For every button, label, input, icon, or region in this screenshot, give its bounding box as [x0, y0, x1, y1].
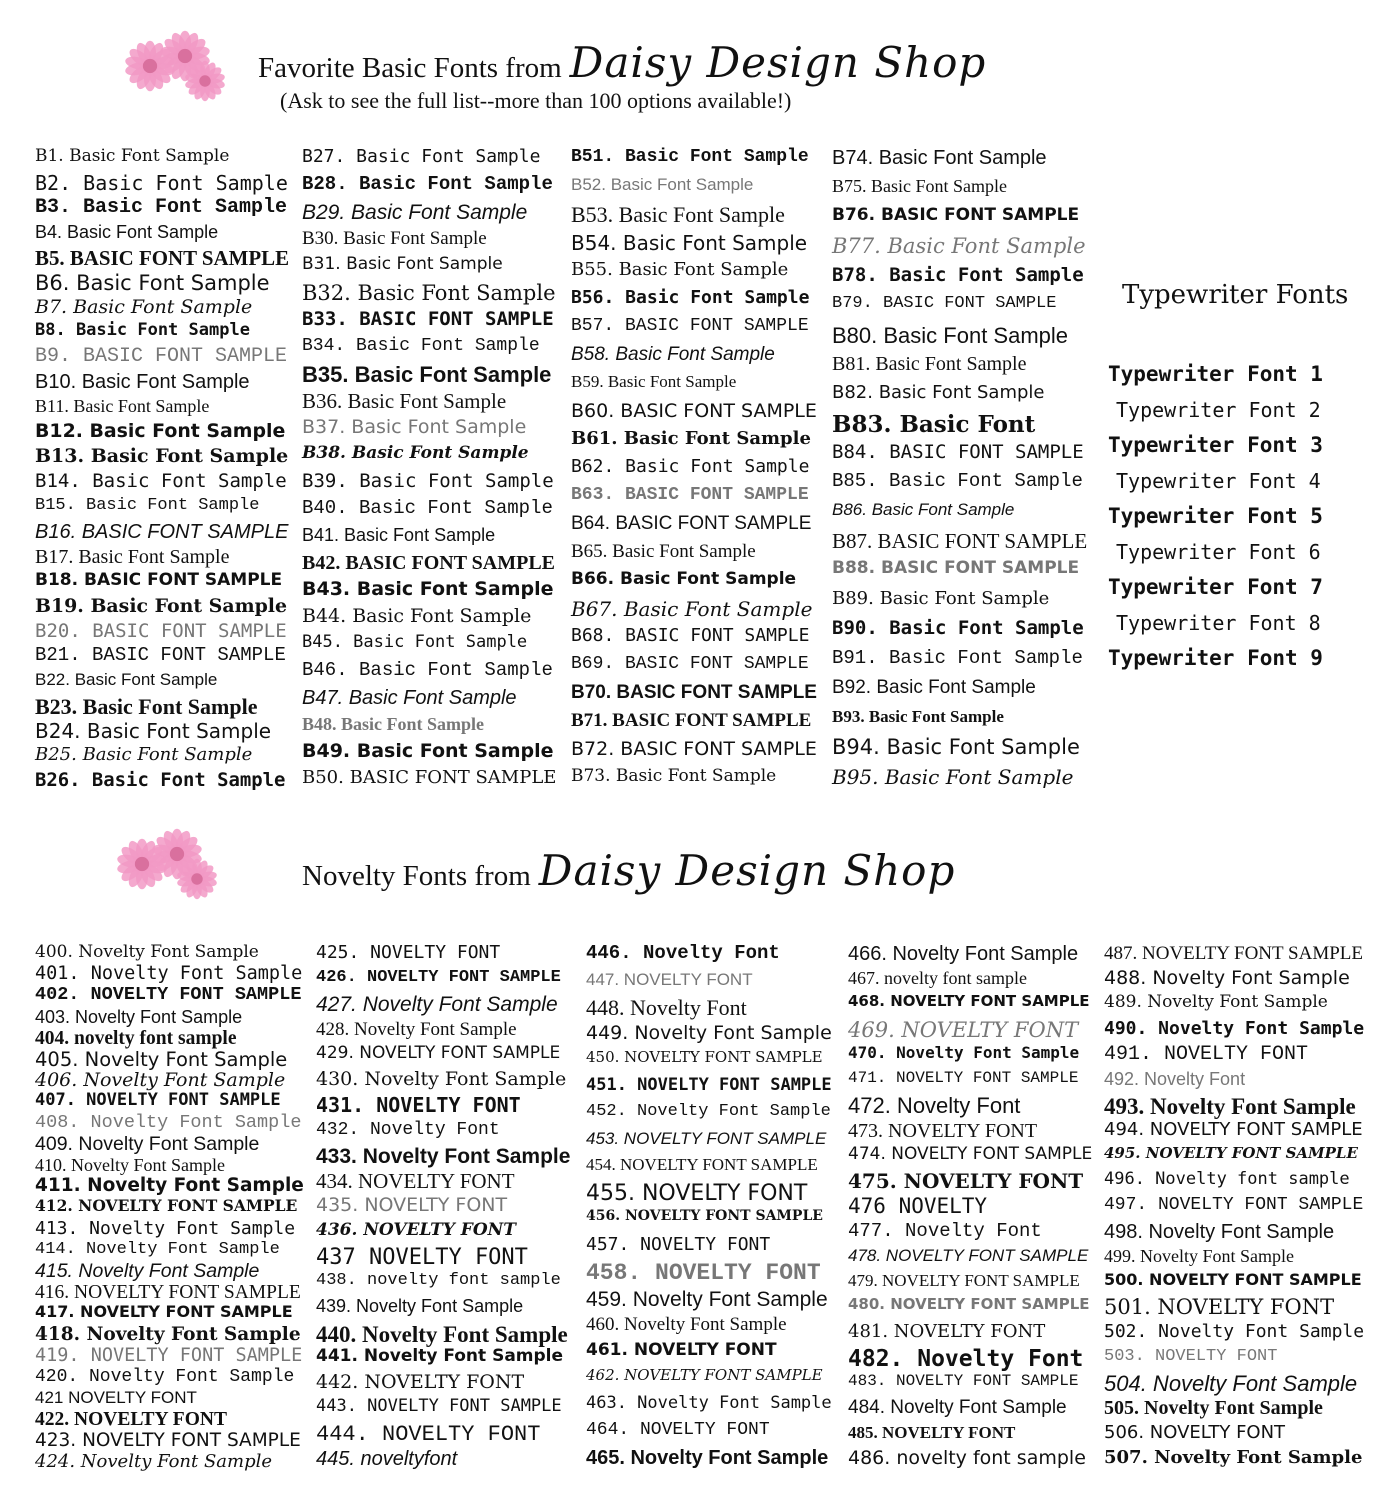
font-sample-item: B40. Basic Font Sample: [302, 497, 553, 519]
font-sample-item: 487. NOVELTY FONT SAMPLE: [1104, 943, 1363, 964]
font-sample-item: 437 NOVELTY FONT: [316, 1244, 528, 1270]
font-sample-item: B57. BASIC FONT SAMPLE: [571, 316, 809, 337]
font-sample-item: B61. Basic Font Sample: [571, 427, 811, 449]
typewriter-font-item: Typewriter Font 8: [1116, 610, 1321, 635]
font-sample-item: B59. Basic Font Sample: [571, 372, 737, 392]
font-sample-item: B91. Basic Font Sample: [832, 646, 1083, 669]
font-sample-item: 459. Novelty Font Sample: [586, 1287, 828, 1311]
font-sample-item: 453. NOVELTY FONT SAMPLE: [586, 1128, 827, 1148]
font-sample-item: 465. Novelty Font Sample: [586, 1446, 829, 1469]
basic-title-text: Favorite Basic Fonts from: [258, 52, 562, 84]
font-sample-item: B2. Basic Font Sample: [35, 170, 288, 195]
font-sample-item: B13. Basic Font Sample: [35, 445, 289, 468]
font-sample-item: 493. Novelty Font Sample: [1104, 1094, 1356, 1120]
font-sample-item: 505. Novelty Font Sample: [1104, 1397, 1323, 1420]
basic-subtitle: (Ask to see the full list--more than 100 options available!): [280, 88, 792, 113]
font-sample-item: 420. Novelty Font Sample: [35, 1367, 295, 1387]
font-sample-item: B44. Basic Font Sample: [302, 605, 532, 627]
font-sample-item: 424. Novelty Font Sample: [35, 1450, 273, 1472]
font-sample-item: B38. Basic Font Sample: [302, 443, 529, 463]
font-sample-item: B80. Basic Font Sample: [832, 322, 1069, 348]
font-sample-item: B14. Basic Font Sample: [35, 470, 287, 492]
font-sample-item: 443. NOVELTY FONT SAMPLE: [316, 1396, 562, 1417]
font-sample-item: B11. Basic Font Sample: [35, 396, 210, 417]
font-sample-item: B81. Basic Font Sample: [832, 353, 1027, 376]
font-sample-item: B56. Basic Font Sample: [571, 286, 810, 308]
novelty-title-text: Novelty Fonts from: [302, 860, 531, 892]
font-sample-item: B26. Basic Font Sample: [35, 769, 286, 792]
daisy-flower-icon: [120, 26, 240, 116]
font-sample-item: 494. NOVELTY FONT SAMPLE: [1104, 1118, 1363, 1140]
font-sample-item: B24. Basic Font Sample: [35, 719, 272, 744]
font-sample-item: B83. Basic Font: [832, 411, 1036, 439]
font-sample-item: B29. Basic Font Sample: [302, 201, 528, 224]
font-sample-item: 495. NOVELTY FONT SAMPLE: [1104, 1143, 1358, 1162]
font-sample-item: 434. NOVELTY FONT: [316, 1169, 515, 1194]
font-sample-item: 431. NOVELTY FONT: [316, 1093, 521, 1118]
font-sample-item: B92. Basic Font Sample: [832, 677, 1036, 699]
font-sample-item: B66. Basic Font Sample: [571, 568, 797, 589]
font-sample-item: B60. BASIC FONT SAMPLE: [571, 399, 817, 422]
font-sample-item: 484. Novelty Font Sample: [848, 1397, 1067, 1419]
font-sample-item: B30. Basic Font Sample: [302, 228, 487, 249]
font-sample-item: 469. NOVELTY FONT: [848, 1017, 1079, 1042]
font-sample-item: 407. NOVELTY FONT SAMPLE: [35, 1090, 281, 1111]
font-sample-item: B82. Basic Font Sample: [832, 381, 1045, 403]
font-sample-item: 489. Novelty Font Sample: [1104, 992, 1328, 1013]
font-sample-item: B87. BASIC FONT SAMPLE: [832, 528, 1088, 553]
font-sample-item: B41. Basic Font Sample: [302, 525, 496, 545]
font-sample-item: 475. NOVELTY FONT: [848, 1169, 1084, 1194]
font-sample-item: B10. Basic Font Sample: [35, 371, 250, 394]
font-sample-item: 478. NOVELTY FONT SAMPLE: [848, 1245, 1089, 1265]
typewriter-font-item: Typewriter Font 1: [1108, 362, 1323, 386]
font-sample-item: 457. NOVELTY FONT: [586, 1233, 771, 1255]
font-sample-item: B42. BASIC FONT SAMPLE: [302, 552, 556, 574]
font-sample-item: 472. Novelty Font: [848, 1093, 1021, 1119]
basic-header: [0, 10, 1382, 130]
typewriter-font-item: Typewriter Font 9: [1108, 646, 1323, 670]
font-sample-item: B72. BASIC FONT SAMPLE: [571, 737, 817, 760]
daisy-flower-icon: [112, 824, 232, 914]
font-sample-item: B32. Basic Font Sample: [302, 281, 556, 305]
font-sample-item: B62. Basic Font Sample: [571, 455, 810, 477]
font-sample-item: B85. Basic Font Sample: [832, 470, 1083, 492]
novelty-title: [302, 846, 955, 895]
font-sample-item: B3. Basic Font Sample: [35, 195, 288, 219]
font-sample-item: 485. NOVELTY FONT: [848, 1422, 1016, 1442]
font-sample-item: 419. NOVELTY FONT SAMPLE: [35, 1344, 303, 1366]
font-sample-item: 414. Novelty Font Sample: [35, 1239, 280, 1259]
font-sample-item: B77. Basic Font Sample: [832, 234, 1086, 259]
font-sample-item: B76. BASIC FONT SAMPLE: [832, 204, 1080, 225]
font-sample-item: B79. BASIC FONT SAMPLE: [832, 294, 1057, 314]
font-sample-item: B53. Basic Font Sample: [571, 202, 785, 228]
font-sample-item: B46. Basic Font Sample: [302, 659, 553, 681]
font-sample-item: 491. NOVELTY FONT: [1104, 1042, 1309, 1066]
font-sample-item: B74. Basic Font Sample: [832, 147, 1047, 169]
font-sample-item: B50. BASIC FONT SAMPLE: [302, 767, 557, 788]
font-sample-item: 483. NOVELTY FONT SAMPLE: [848, 1372, 1079, 1391]
font-sample-item: 441. Novelty Font Sample: [316, 1345, 564, 1366]
font-sample-item: B15. Basic Font Sample: [35, 495, 260, 515]
font-sample-item: 454. NOVELTY FONT SAMPLE: [586, 1155, 818, 1174]
font-sample-item: B73. Basic Font Sample: [571, 765, 777, 786]
font-sample-item: B39. Basic Font Sample: [302, 470, 554, 492]
font-sample-item: B90. Basic Font Sample: [832, 617, 1084, 640]
basic-title: [258, 38, 986, 87]
font-sample-item: 452. Novelty Font Sample: [586, 1102, 831, 1121]
font-sample-item: 404. novelty font sample: [35, 1027, 237, 1049]
font-sample-item: 447. NOVELTY FONT: [586, 969, 753, 989]
font-sample-item: B93. Basic Font Sample: [832, 706, 1004, 726]
font-sample-item: 449. Novelty Font Sample: [586, 1021, 832, 1044]
font-sample-item: 480. NOVELTY FONT SAMPLE: [848, 1295, 1090, 1314]
font-sample-item: B21. BASIC FONT SAMPLE: [35, 644, 286, 667]
font-sample-item: 435. NOVELTY FONT: [316, 1194, 508, 1217]
font-sample-item: 464. NOVELTY FONT: [586, 1420, 770, 1440]
font-sample-item: B54. Basic Font Sample: [571, 230, 808, 255]
font-sample-item: 471. NOVELTY FONT SAMPLE: [848, 1069, 1079, 1088]
font-sample-item: 497. NOVELTY FONT SAMPLE: [1104, 1195, 1364, 1216]
font-sample-item: 462. NOVELTY FONT SAMPLE: [586, 1366, 823, 1384]
font-sample-item: B20. BASIC FONT SAMPLE: [35, 619, 287, 642]
font-sample-item: 450. NOVELTY FONT SAMPLE: [586, 1048, 823, 1066]
font-sample-item: 473. NOVELTY FONT: [848, 1119, 1038, 1142]
font-sample-item: 433. Novelty Font Sample: [316, 1144, 571, 1168]
font-sample-item: 444. NOVELTY FONT: [316, 1421, 541, 1447]
font-sample-item: B5. BASIC FONT SAMPLE: [35, 245, 290, 270]
font-sample-item: 430. Novelty Font Sample: [316, 1068, 567, 1091]
font-sample-item: B8. Basic Font Sample: [35, 320, 250, 341]
font-sample-item: 490. Novelty Font Sample: [1104, 1017, 1365, 1039]
brand-logo: Daisy Design Shop: [538, 846, 956, 895]
font-sample-item: 400. Novelty Font Sample: [35, 942, 259, 962]
font-sample-item: B49. Basic Font Sample: [302, 740, 554, 762]
font-sample-item: 436. NOVELTY FONT: [316, 1219, 516, 1240]
font-sample-item: 428. Novelty Font Sample: [316, 1018, 517, 1040]
font-sample-item: 421 NOVELTY FONT: [35, 1388, 197, 1408]
font-sample-item: B33. BASIC FONT SAMPLE: [302, 308, 554, 330]
font-sample-item: B6. Basic Font Sample: [35, 270, 270, 295]
font-sample-item: 461. NOVELTY FONT: [586, 1339, 777, 1360]
font-sample-item: 499. Novelty Font Sample: [1104, 1245, 1294, 1266]
font-sample-item: 455. NOVELTY FONT: [586, 1180, 808, 1206]
font-sample-item: 411. Novelty Font Sample: [35, 1175, 304, 1197]
font-sample-item: 409. Novelty Font Sample: [35, 1132, 260, 1155]
font-sample-item: B28. Basic Font Sample: [302, 173, 553, 195]
font-sample-item: 474. NOVELTY FONT SAMPLE: [848, 1143, 1093, 1164]
font-sample-item: B67. Basic Font Sample: [571, 596, 813, 621]
font-sample-item: B1. Basic Font Sample: [35, 146, 230, 166]
font-sample-item: B88. BASIC FONT SAMPLE: [832, 558, 1080, 579]
font-sample-item: B68. BASIC FONT SAMPLE: [571, 624, 810, 646]
font-sample-item: 432. Novelty Font: [316, 1119, 500, 1140]
font-sample-item: B89. Basic Font Sample: [832, 587, 1050, 609]
font-sample-item: 448. Novelty Font: [586, 995, 747, 1020]
typewriter-font-item: Typewriter Font 4: [1116, 468, 1321, 493]
font-sample-item: B7. Basic Font Sample: [35, 295, 253, 318]
font-sample-item: B27. Basic Font Sample: [302, 146, 541, 167]
font-sample-item: 401. Novelty Font Sample: [35, 963, 303, 985]
font-sample-item: 482. Novelty Font: [848, 1345, 1084, 1372]
font-sample-item: B45. Basic Font Sample: [302, 632, 528, 652]
font-sample-item: B22. Basic Font Sample: [35, 670, 218, 690]
font-sample-item: 445. noveltyfont: [316, 1447, 458, 1470]
font-sample-item: 502. Novelty Font Sample: [1104, 1320, 1365, 1342]
font-sample-item: B78. Basic Font Sample: [832, 263, 1084, 286]
font-sample-item: 467. novelty font sample: [848, 968, 1027, 989]
font-sample-item: 408. Novelty Font Sample: [35, 1111, 302, 1133]
font-sample-item: 498. Novelty Font Sample: [1104, 1220, 1335, 1243]
font-sample-item: B12. Basic Font Sample: [35, 420, 286, 443]
typewriter-title: Typewriter Fonts: [1122, 280, 1349, 310]
font-sample-item: 460. Novelty Font Sample: [586, 1314, 787, 1335]
typewriter-font-item: Typewriter Font 5: [1108, 504, 1323, 528]
font-sample-item: B19. Basic Font Sample: [35, 594, 288, 617]
font-sample-item: 466. Novelty Font Sample: [848, 943, 1079, 965]
font-sample-item: 468. NOVELTY FONT SAMPLE: [848, 992, 1090, 1011]
font-sample-item: B69. BASIC FONT SAMPLE: [571, 654, 809, 675]
typewriter-font-item: Typewriter Font 2: [1116, 397, 1321, 422]
font-sample-item: B36. Basic Font Sample: [302, 389, 507, 413]
font-sample-item: 492. Novelty Font: [1104, 1069, 1246, 1090]
font-sample-item: 413. Novelty Font Sample: [35, 1217, 296, 1239]
font-sample-item: B52. Basic Font Sample: [571, 175, 754, 195]
font-sample-item: 442. NOVELTY FONT: [316, 1371, 525, 1394]
font-sample-item: 488. Novelty Font Sample: [1104, 967, 1350, 990]
font-sample-item: 476 NOVELTY: [848, 1194, 988, 1219]
font-sample-item: B64. BASIC FONT SAMPLE: [571, 513, 812, 535]
font-sample-item: B55. Basic Font Sample: [571, 258, 789, 280]
font-sample-item: 418. Novelty Font Sample: [35, 1323, 301, 1345]
font-sample-item: 439. Novelty Font Sample: [316, 1296, 524, 1317]
font-sample-item: B43. Basic Font Sample: [302, 578, 554, 600]
font-sample-item: 496. Novelty font sample: [1104, 1169, 1350, 1190]
font-sample-item: 503. NOVELTY FONT: [1104, 1346, 1278, 1366]
font-sample-item: B58. Basic Font Sample: [571, 344, 775, 366]
font-sample-item: B63. BASIC FONT SAMPLE: [571, 485, 809, 506]
font-sample-item: B16. BASIC FONT SAMPLE: [35, 520, 289, 543]
font-sample-item: B84. BASIC FONT SAMPLE: [832, 440, 1084, 463]
font-sample-item: 412. NOVELTY FONT SAMPLE: [35, 1196, 298, 1216]
font-sample-item: B17. Basic Font Sample: [35, 545, 230, 568]
font-sample-item: B71. BASIC FONT SAMPLE: [571, 710, 812, 732]
font-sample-item: 446. Novelty Font: [586, 942, 780, 964]
font-sample-item: B75. Basic Font Sample: [832, 176, 1007, 197]
font-sample-item: 425. NOVELTY FONT: [316, 942, 501, 963]
font-sample-item: 481. NOVELTY FONT: [848, 1320, 1046, 1342]
font-sample-item: B18. BASIC FONT SAMPLE: [35, 569, 283, 590]
font-sample-item: 506. NOVELTY FONT: [1104, 1421, 1286, 1443]
font-sample-item: 477. Novelty Font: [848, 1219, 1042, 1242]
typewriter-font-item: Typewriter Font 7: [1108, 575, 1323, 599]
font-sample-item: 402. NOVELTY FONT SAMPLE: [35, 984, 302, 1006]
typewriter-font-item: Typewriter Font 6: [1116, 539, 1321, 564]
font-sample-item: B4. Basic Font Sample: [35, 221, 219, 242]
font-sample-item: 451. NOVELTY FONT SAMPLE: [586, 1074, 832, 1095]
font-sample-item: B47. Basic Font Sample: [302, 687, 517, 709]
font-sample-item: 426. NOVELTY FONT SAMPLE: [316, 968, 561, 988]
font-sample-item: 417. NOVELTY FONT SAMPLE: [35, 1302, 293, 1322]
font-sample-item: 416. NOVELTY FONT SAMPLE: [35, 1282, 301, 1304]
font-sample-item: 429. NOVELTY FONT SAMPLE: [316, 1042, 561, 1063]
font-sample-item: B25. Basic Font Sample: [35, 744, 253, 766]
font-sample-item: B51. Basic Font Sample: [571, 147, 809, 167]
novelty-header: [0, 820, 1382, 930]
font-sample-item: B9. BASIC FONT SAMPLE: [35, 345, 288, 369]
font-sample-item: B35. Basic Font Sample: [302, 362, 552, 387]
font-sample-item: 423. NOVELTY FONT SAMPLE: [35, 1429, 301, 1451]
font-sample-item: 405. Novelty Font Sample: [35, 1048, 288, 1071]
font-sample-item: 415. Novelty Font Sample: [35, 1260, 260, 1282]
font-sample-item: 507. Novelty Font Sample: [1104, 1446, 1363, 1468]
font-sample-item: 501. NOVELTY FONT: [1104, 1295, 1335, 1320]
font-sample-item: 410. Novelty Font Sample: [35, 1155, 225, 1175]
font-sample-item: B65. Basic Font Sample: [571, 541, 756, 563]
font-sample-item: 486. novelty font sample: [848, 1446, 1086, 1469]
font-sample-item: B37. Basic Font Sample: [302, 416, 527, 438]
brand-logo: Daisy Design Shop: [569, 38, 987, 87]
font-sample-item: 463. Novelty Font Sample: [586, 1392, 832, 1413]
font-sample-item: B94. Basic Font Sample: [832, 735, 1080, 760]
font-sample-item: 406. Novelty Font Sample: [35, 1069, 286, 1092]
font-sample-item: 500. NOVELTY FONT SAMPLE: [1104, 1270, 1362, 1290]
font-sample-item: 438. novelty font sample: [316, 1271, 561, 1291]
font-sample-item: 403. Novelty Font Sample: [35, 1006, 243, 1027]
font-sample-item: B70. BASIC FONT SAMPLE: [571, 682, 817, 704]
font-sample-item: 456. NOVELTY FONT SAMPLE: [586, 1208, 823, 1224]
font-sample-item: 504. Novelty Font Sample: [1104, 1371, 1358, 1397]
font-sample-item: B86. Basic Font Sample: [832, 500, 1015, 520]
font-sample-item: B34. Basic Font Sample: [302, 336, 540, 356]
font-sample-item: 440. Novelty Font Sample: [316, 1321, 568, 1347]
font-sample-item: 479. NOVELTY FONT SAMPLE: [848, 1271, 1080, 1291]
typewriter-font-item: Typewriter Font 3: [1108, 433, 1323, 457]
font-sample-item: 422. NOVELTY FONT: [35, 1409, 227, 1431]
font-sample-item: B31. Basic Font Sample: [302, 254, 503, 274]
font-sample-item: B23. Basic Font Sample: [35, 694, 258, 720]
font-sample-item: B95. Basic Font Sample: [832, 764, 1074, 789]
font-sample-item: B48. Basic Font Sample: [302, 714, 485, 734]
font-sample-item: 470. Novelty Font Sample: [848, 1042, 1080, 1062]
font-sample-item: 458. NOVELTY FONT: [586, 1260, 821, 1286]
font-sample-item: 427. Novelty Font Sample: [316, 993, 558, 1017]
